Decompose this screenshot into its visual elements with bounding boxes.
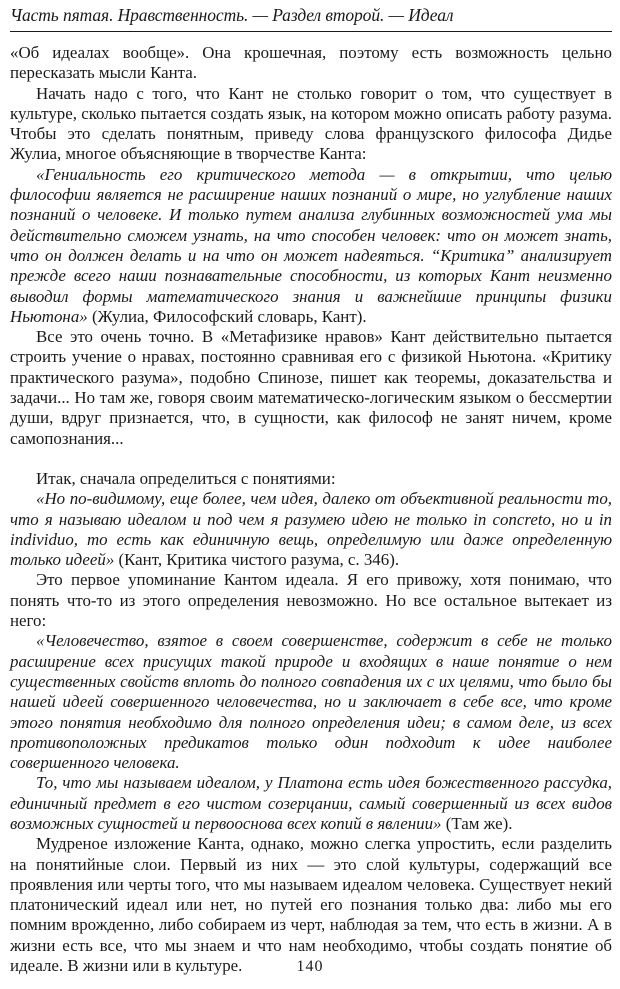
paragraph-10: Мудреное изложение Канта, однако, можно слегка упростить, если разделить на понятийные слои. Первый из них — это слой культуры, содержащий все проявления или черты того, что мы называем идеалом человека. Существует некий платонический идеал или нет, но путей его познания только два: либо мы его помним врожденно, либо собираем из черт, наблюдая за тем, что есть в жизни. А в жизни есть все, что мы знаем и что нам необходимо, чтобы создать понятие об идеале. В жизни или в культуре. xyxy=(10,834,612,976)
quote-julia: «Гениальность его критического метода — в открытии, что целью философии является не расширение наших познаний о мире, но углубление наших познаний о человеке. И только путем анализа глубинных возможностей ума мы действительно сможем узнать, на что способен человек: что он может знать, что он должен делать и на что он может надеяться. “Критика” анализирует прежде всего наши познавательные способности, из которых Кант неизменно выводил формы математического знания и важнейшие принципы физики Ньютона» xyxy=(10,164,612,326)
paragraph-6 xyxy=(10,489,612,570)
paragraph-8-quote: «Человечество, взятое в своем совершенстве, содержит в себе не только расширение всех присущих такой природе и входящих в наше понятие о нем существенных свойств вплоть до полного совпадения их с их целями, что было бы нашей идеей совершенного человечества, но и заключает в себе все, что кроме этого понятия необходимо для полного определения идеи; в самом деле, из всех противоположных предикатов только один подходит к идее наиболее совершенного человека. xyxy=(10,631,612,773)
paragraph-2: Начать надо с того, что Кант не столько говорит о том, что существует в культуре, сколько пытается создать язык, на котором можно описать работу разума. Чтобы это сделать понятным, приведу слова французского философа Дидье Жулиа, многое объясняющие в творчестве Канта: xyxy=(10,83,612,164)
paragraph-3 xyxy=(10,165,612,327)
quote-plato: То, что мы называем идеалом, у Платона есть идея божественного рассудка, единичный предмет в его чистом созерцании, самый совершенный из всех видов возможных сущностей и первооснова всех копий в явлении» xyxy=(10,773,612,833)
page-number: 140 xyxy=(296,958,324,975)
quote-source-kant: (Кант, Критика чистого разума, с. 346). xyxy=(114,550,400,570)
paragraph-4: Все это очень точно. В «Метафизике нравов» Кант действительно пытается строить учение о нравах, постоянно сравнивая его с физикой Ньютона. «Критику практического разума», подобно Спинозе, пишет как теоремы, доказательства и задачи... Но там же, говоря своим математическо-логическим языком о бессмертии души, вдруг признается, что, в сущности, как философ не занят ничем, кроме самопознания... xyxy=(10,327,612,448)
page-body xyxy=(10,43,612,976)
paragraph-5: Итак, сначала определиться с понятиями: xyxy=(36,468,336,488)
quote-kant-ideal: «Но по-видимому, еще более, чем идея, далеко от объективной реальности то, что я называю идеалом и под чем я разумею идею не только in concreto, но и in individuo, то есть как единичную вещь, определимую или даже определенную только идеей» xyxy=(10,489,612,570)
quote-source-same: (Там же). xyxy=(441,813,513,833)
paragraph-9 xyxy=(10,773,612,834)
quote-source-julia: (Жулиа, Философский словарь, Кант). xyxy=(87,306,367,326)
paragraph-7: Это первое упоминание Кантом идеала. Я его привожу, хотя понимаю, что понять что-то из этого определения невозможно. Но все остальное вытекает из него: xyxy=(10,570,612,631)
paragraph-1: «Об идеалах вообще». Она крошечная, поэтому есть возможность цельно пересказать мысли Канта. xyxy=(10,43,612,83)
running-header: Часть пятая. Нравственность. — Раздел второй. — Идеал xyxy=(10,0,612,32)
